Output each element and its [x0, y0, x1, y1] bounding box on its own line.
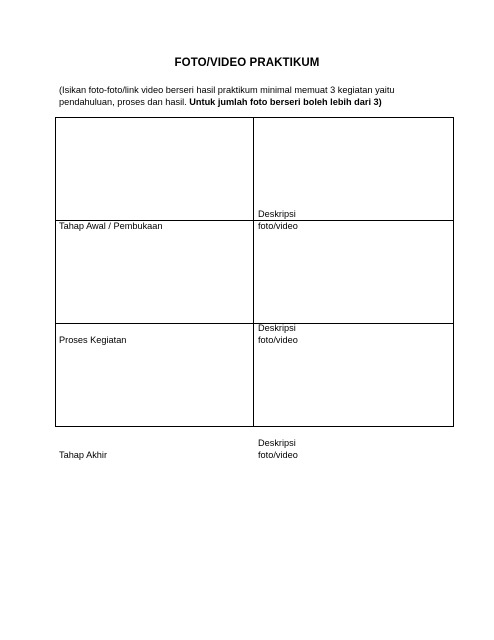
instructions-bold-text: Untuk jumlah foto berseri boleh lebih dari 3): [189, 96, 382, 107]
instructions-text: (Isikan foto-foto/link video berseri hasil praktikum minimal memuat 3 kegiatan yaitu pendahuluan, proses dan hasil.: [59, 85, 395, 107]
description-label-line1: Deskripsi: [258, 323, 296, 333]
description-label-line1: Deskripsi: [258, 438, 296, 448]
stage-label-final: Tahap Akhir: [59, 450, 108, 460]
table-row-divider: [55, 323, 454, 324]
description-label-line1: Deskripsi: [258, 209, 296, 219]
instructions-paragraph: [59, 85, 439, 108]
page-title: FOTO/VIDEO PRAKTIKUM: [174, 57, 320, 69]
table-border-top: [55, 117, 454, 118]
stage-label-opening: Tahap Awal / Pembukaan: [59, 221, 163, 231]
table-border-bottom: [55, 426, 454, 427]
photo-table: [55, 117, 454, 427]
description-label-line2: foto/video: [258, 335, 298, 345]
table-border-left: [55, 117, 56, 427]
description-label-line2: foto/video: [258, 450, 298, 460]
table-column-divider: [253, 117, 254, 427]
stage-label-process: Proses Kegiatan: [59, 335, 127, 345]
description-label-line2: foto/video: [258, 221, 298, 231]
table-border-right: [453, 117, 454, 427]
